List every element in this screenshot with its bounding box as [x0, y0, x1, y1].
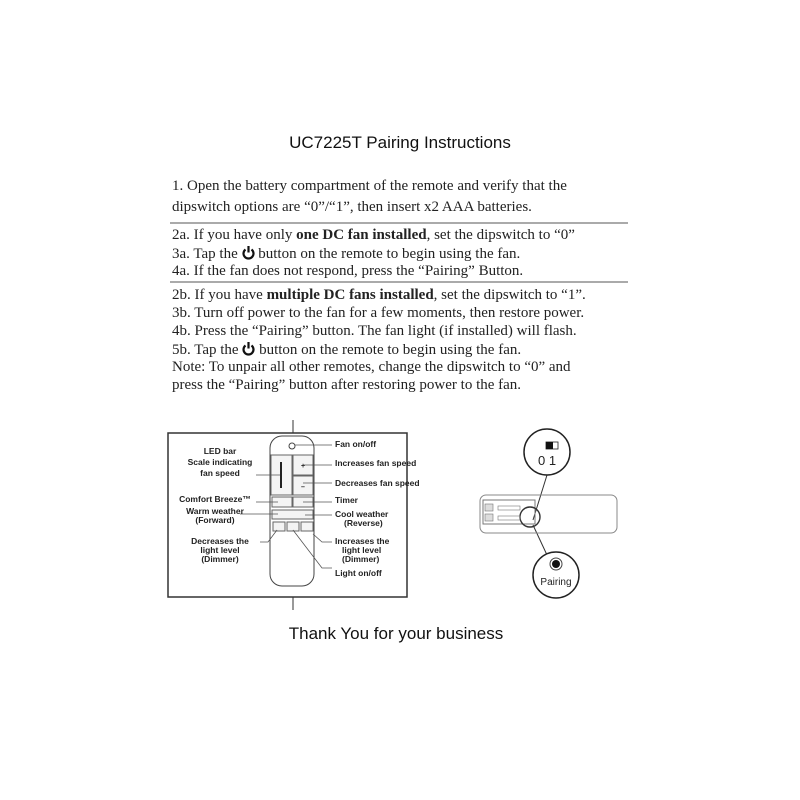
- label-timer: Timer: [335, 495, 358, 505]
- label-light-onoff: Light on/off: [335, 568, 382, 578]
- text: 2b. If you have: [172, 287, 267, 303]
- step-2b: [172, 287, 586, 304]
- dim-down-button: [273, 522, 285, 531]
- text: 2a. If you have only: [172, 227, 297, 243]
- step-2a: [172, 227, 575, 244]
- step-5b: [172, 341, 521, 359]
- power-icon: [242, 341, 255, 356]
- text: , set the dipswitch to “1”.: [433, 287, 586, 303]
- label-fan-onoff: Fan on/off: [335, 439, 377, 449]
- label-led-speed: fan speed: [200, 468, 240, 478]
- step1-line1: 1. Open the battery compartment of the remote and verify that the: [172, 178, 567, 194]
- power-icon: [242, 245, 255, 260]
- plus-label: +: [301, 463, 306, 470]
- divider: [170, 222, 628, 224]
- text-bold: one DC fan installed: [296, 227, 427, 243]
- step-4a: 4a. If the fan does not respond, press the “Pairing” Button.: [172, 263, 524, 279]
- dipswitch-labels: [538, 453, 556, 468]
- label-comfort-breeze: Comfort Breeze™: [179, 494, 251, 504]
- text: button on the remote to begin using the fan.: [254, 246, 521, 262]
- label-dimmer: (Dimmer): [201, 554, 239, 564]
- label-led-scale: Scale indicating: [187, 457, 253, 467]
- step-3b: 3b. Turn off power to the fan for a few moments, then restore power.: [172, 305, 585, 321]
- text: 3a. Tap the: [172, 246, 242, 262]
- text: button on the remote to begin using the fan.: [255, 342, 522, 358]
- label-one: 1: [548, 453, 557, 468]
- page-title: UC7225T Pairing Instructions: [289, 133, 511, 152]
- divider: [170, 281, 628, 283]
- label-forward: (Forward): [195, 515, 235, 525]
- label-pairing: Pairing: [540, 577, 572, 588]
- thank-you-note: Thank You for your business: [288, 624, 504, 643]
- note-line1: Note: To unpair all other remotes, change the dipswitch to “0” and: [172, 359, 571, 375]
- minus-label: –: [301, 484, 305, 491]
- dipswitch-callout: [524, 429, 570, 475]
- label-cool-weather: Cool weather: [335, 509, 389, 519]
- step-4b: 4b. Press the “Pairing” button. The fan light (if installed) will flash.: [172, 323, 577, 339]
- text-bold: multiple DC fans installed: [266, 287, 434, 303]
- label-led-bar: LED bar: [203, 446, 237, 456]
- direction-buttons: [272, 510, 313, 519]
- dim-up-button: [301, 522, 313, 531]
- label-warm-weather: Warm weather: [186, 506, 244, 516]
- pairing-button-icon: [552, 560, 560, 568]
- label-reverse: (Reverse): [344, 518, 383, 528]
- step1-line2: dipswitch options are “0”/“1”, then insert x2 AAA batteries.: [172, 199, 532, 215]
- dipswitch-diagram: [450, 420, 650, 600]
- note-line2: press the “Pairing” button after restoring power to the fan.: [172, 377, 522, 393]
- label-decrease-light: Decreases the: [191, 536, 249, 546]
- step-3a: [172, 245, 520, 263]
- label-light-level: light level: [342, 545, 382, 555]
- label-zero: 0: [537, 453, 546, 468]
- label-dimmer: (Dimmer): [342, 554, 380, 564]
- text: , set the dipswitch to “0”: [426, 227, 575, 243]
- text: 5b. Tap the: [172, 342, 243, 358]
- label-decrease-speed: Decreases fan speed: [335, 478, 420, 488]
- light-button: [287, 522, 299, 531]
- label-light-level: light level: [200, 545, 240, 555]
- remote-diagram: [160, 420, 440, 610]
- label-increase-light: Increases the: [335, 536, 390, 546]
- label-increase-speed: Increases fan speed: [335, 458, 417, 468]
